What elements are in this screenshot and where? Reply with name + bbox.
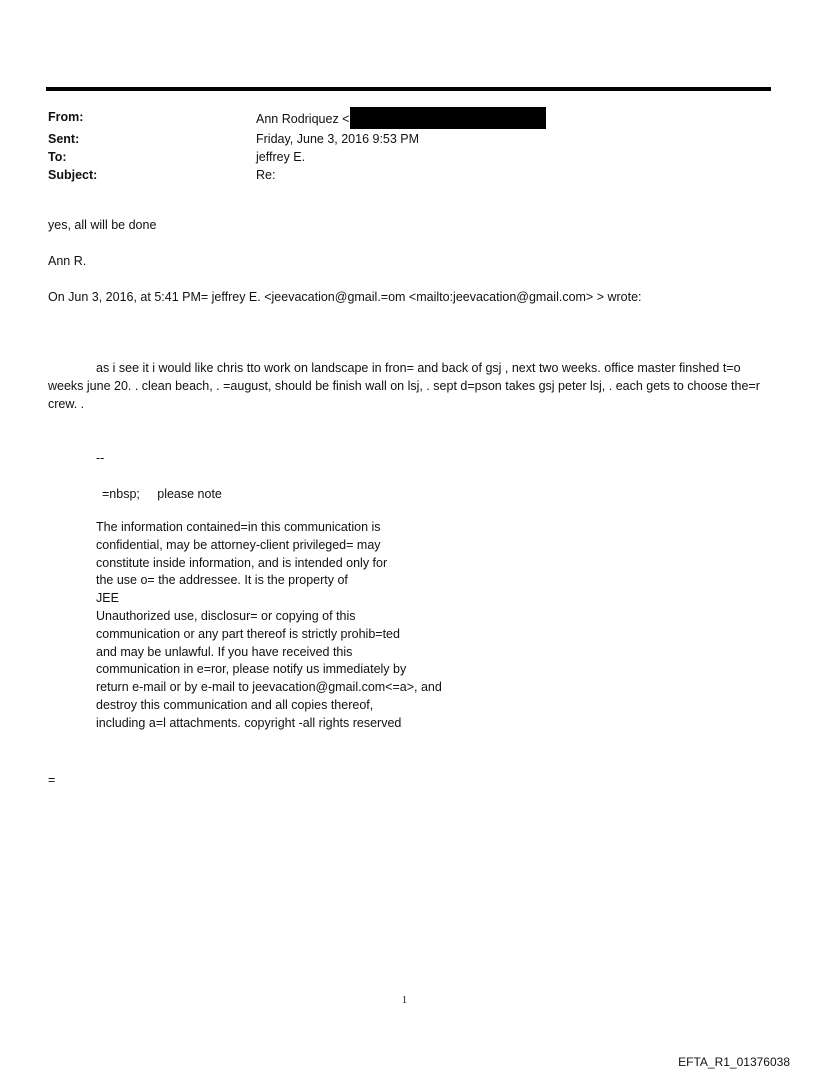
to-value: jeffrey E. bbox=[256, 150, 306, 164]
subject-value: Re: bbox=[256, 168, 276, 182]
disclaimer-line: including a=l attachments. copyright -all rights reserved bbox=[96, 715, 402, 730]
disclaimer-line: communication or any part thereof is strictly prohib=ted bbox=[96, 626, 400, 641]
from-row bbox=[48, 108, 546, 130]
sent-row bbox=[48, 130, 546, 148]
please-note: =nbsp; please note bbox=[102, 487, 222, 501]
quoted-intro: On Jun 3, 2016, at 5:41 PM= jeffrey E. <jeevacation@gmail.=om <mailto:jeevacation@gmail.com> > wrote: bbox=[48, 290, 642, 304]
disclaimer-line: JEE bbox=[96, 591, 119, 606]
from-label: From: bbox=[48, 110, 84, 124]
to-row bbox=[48, 148, 546, 166]
disclaimer bbox=[96, 519, 442, 733]
signature-separator: -- bbox=[96, 451, 105, 465]
disclaimer-line: Unauthorized use, disclosur= or copying of this bbox=[96, 608, 356, 623]
from-value bbox=[256, 108, 546, 130]
document-id: EFTA_R1_01376038 bbox=[678, 1055, 790, 1069]
disclaimer-line: The information contained=in this communication is bbox=[96, 520, 381, 534]
subject-label: Subject: bbox=[48, 168, 98, 182]
to-label: To: bbox=[48, 150, 67, 164]
signature: Ann R. bbox=[48, 254, 87, 268]
quoted-message: as i see it i would like chris tto work on landscape in fron= and back of gsj , next two weeks. office master finshed t=o weeks june 20. . clean beach, . =august, should be finish wall on lsj, . sept d=pson takes gsj peter lsj, . each gets to choose the=r crew. . bbox=[48, 361, 760, 411]
sent-label: Sent: bbox=[48, 132, 80, 146]
disclaimer-line: destroy this communication and all copies thereof, bbox=[96, 697, 374, 712]
from-name: Ann Rodriquez < bbox=[256, 112, 350, 126]
subject-row bbox=[48, 166, 546, 184]
reply-line: yes, all will be done bbox=[48, 218, 157, 232]
disclaimer-line: communication in e=ror, please notify us immediately by bbox=[96, 662, 407, 677]
disclaimer-line: the use o= the addressee. It is the property of bbox=[96, 573, 348, 588]
redaction-box bbox=[350, 107, 546, 129]
trailing-char: = bbox=[48, 773, 56, 787]
header-rule bbox=[46, 87, 771, 91]
email-header bbox=[48, 108, 546, 184]
disclaimer-line: and may be unlawful. If you have received this bbox=[96, 644, 353, 659]
disclaimer-line: return e-mail or by e-mail to jeevacation@gmail.com<=a>, and bbox=[96, 680, 442, 695]
page-number: 1 bbox=[402, 995, 407, 1006]
disclaimer-line: confidential, may be attorney-client privileged= may bbox=[96, 537, 381, 552]
disclaimer-line: constitute inside information, and is intended only for bbox=[96, 555, 388, 570]
sent-value: Friday, June 3, 2016 9:53 PM bbox=[256, 132, 420, 146]
